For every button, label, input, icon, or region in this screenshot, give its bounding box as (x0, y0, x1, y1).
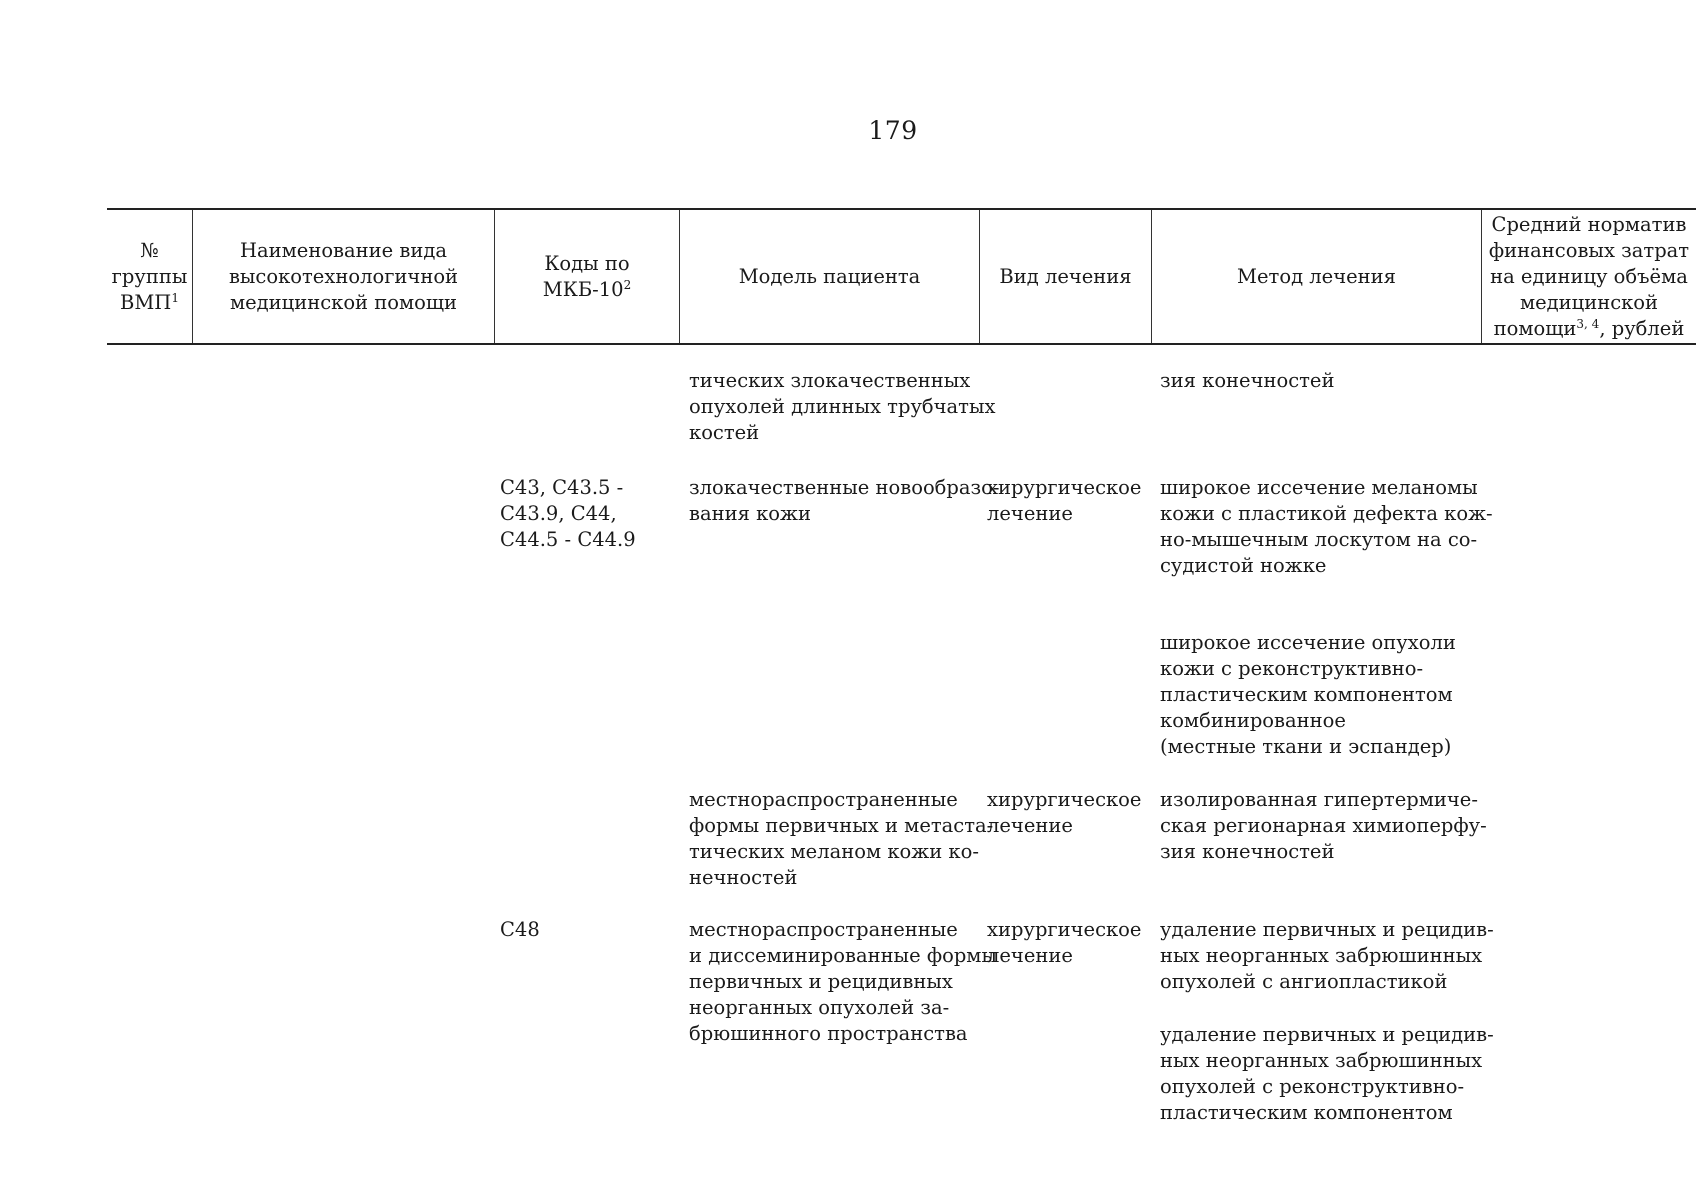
row-2-icd-codes: C43, C43.5 - C43.9, C44, C44.5 - C44.9 (500, 476, 636, 551)
header-treatment-type: Вид лечения (979, 210, 1151, 343)
header-treatment-method: Метод лечения (1151, 210, 1481, 343)
header-group-number: № группы ВМП$^1$ (111, 238, 188, 314)
row-1-patient-model: тических злокачественных опухолей длинных трубчатых костей (689, 369, 996, 444)
header-patient-model: Модель пациента (679, 210, 979, 343)
header-icd-codes: Коды по МКБ-$10^2$ (494, 210, 679, 343)
row-5-icd-codes: C48 (500, 918, 540, 941)
row-5-patient-model: местнораспространенные и диссеминированные формы первичных и рецидивных неорганных опухолей за- брюшинного пространства (689, 918, 997, 1045)
row-2-patient-model: злокачественные новообразо- вания кожи (689, 476, 1000, 525)
row-3-treatment-method: широкое иссечение опухоли кожи с реконструктивно- пластическим компонентом комбинированное (местные ткани и эспандер) (1160, 631, 1456, 758)
header-average-cost: Средний норматив финансовых затрат на единицу объёма медицинской помощи$^{3, 4}$, рублей (1481, 210, 1696, 343)
page-number: 179 (868, 116, 918, 145)
row-4-treatment-type: хирургическое лечение (987, 788, 1142, 837)
row-4-treatment-method: изолированная гипертермиче- ская регионарная химиоперфу- зия конечностей (1160, 788, 1487, 863)
row-4-patient-model: местнораспространенные формы первичных и метаста- тических меланом кожи ко- нечностей (689, 788, 994, 889)
row-1-treatment-method: зия конечностей (1160, 369, 1335, 392)
row-2-treatment-method: широкое иссечение меланомы кожи с пластикой дефекта кож- но-мышечным лоскутом на со- судистой ножке (1160, 476, 1493, 577)
row-5-treatment-method: удаление первичных и рецидив- ных неорганных забрюшинных опухолей с ангиопластикой (1160, 918, 1494, 993)
table-header (107, 208, 1696, 345)
row-5-treatment-type: хирургическое лечение (987, 918, 1142, 967)
row-6-treatment-method: удаление первичных и рецидив- ных неорганных забрюшинных опухолей с реконструктивно- пластическим компонентом (1160, 1023, 1494, 1124)
row-2-treatment-type: хирургическое лечение (987, 476, 1142, 525)
header-care-type-name: Наименование вида высокотехнологичной медицинской помощи (192, 210, 494, 343)
